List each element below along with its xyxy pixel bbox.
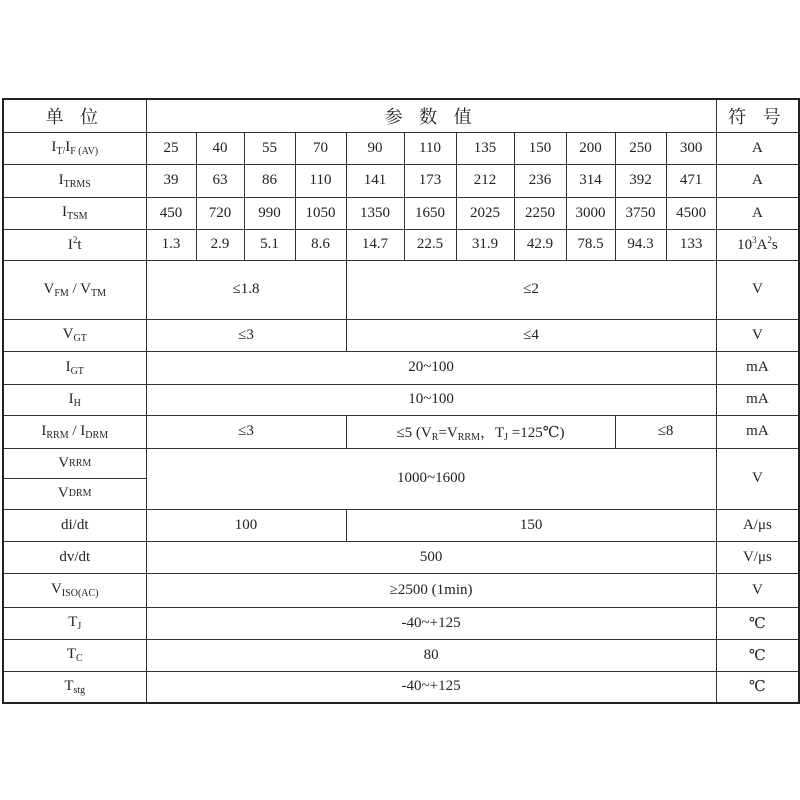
text-segment: I: [67, 237, 73, 253]
table-row: [3, 319, 799, 351]
unit-symbol: [716, 509, 799, 541]
parameter-label: [3, 164, 146, 197]
text-segment: t: [77, 237, 82, 253]
value-cell: 100: [146, 509, 346, 541]
text-segment: TSM: [66, 211, 88, 222]
value-cell: 70: [295, 132, 346, 164]
text-segment: V: [43, 280, 55, 297]
value-cell: ≤4: [346, 319, 716, 351]
table-row: [3, 509, 799, 541]
text-segment: V: [57, 485, 69, 502]
text-segment: ℃: [749, 679, 766, 696]
parameter-label: [3, 607, 146, 639]
text-segment: V: [62, 326, 74, 342]
text-segment: di/dt: [60, 516, 89, 533]
value-cell: 90: [346, 132, 404, 164]
text-segment: F (AV): [70, 146, 99, 157]
value-cell: 150: [514, 132, 566, 164]
unit-symbol: [716, 132, 799, 164]
text-segment: / I: [68, 422, 86, 439]
text-segment: 2: [767, 235, 772, 245]
parameter-label: [3, 448, 146, 509]
text-segment: V: [751, 470, 763, 486]
text-segment: RRM: [46, 429, 69, 441]
value-cell: 25: [146, 132, 196, 164]
value-cell: 173: [404, 164, 456, 197]
text-segment: V: [751, 326, 763, 343]
value-cell: 250: [615, 132, 666, 164]
parameter-label-line: [4, 479, 146, 509]
value-cell: 450: [146, 197, 196, 229]
text-segment: A: [756, 237, 768, 253]
table-row: [3, 351, 799, 384]
table-row: [3, 671, 799, 703]
text-segment: T: [64, 677, 74, 694]
value-cell: -40~+125: [146, 607, 716, 639]
text-segment: RRM: [69, 457, 92, 469]
header-row: [3, 99, 799, 132]
text-segment: GT: [73, 333, 87, 344]
value-cell: 300: [666, 132, 716, 164]
value-cell: 314: [566, 164, 615, 197]
value-cell: ≤8: [615, 415, 716, 448]
value-cell: 2025: [456, 197, 514, 229]
value-cell: ≤3: [146, 415, 346, 448]
parameter-label: [3, 132, 146, 164]
value-cell: 20~100: [146, 351, 716, 384]
parameter-label-line: [4, 449, 146, 480]
value-cell: 55: [244, 132, 295, 164]
unit-symbol: [716, 415, 799, 448]
unit-symbol: [716, 351, 799, 384]
text-segment: mA: [746, 391, 769, 407]
table-row: [3, 541, 799, 573]
value-cell: 110: [295, 164, 346, 197]
text-segment: I: [51, 139, 57, 155]
parameter-label: [3, 351, 146, 384]
text-segment: ，T: [479, 424, 505, 441]
value-cell: 1650: [404, 197, 456, 229]
text-segment: A: [751, 139, 763, 156]
text-segment: I: [41, 422, 47, 439]
value-cell: 8.6: [295, 229, 346, 260]
header-unit: 单 位: [3, 99, 146, 132]
header-symbol: 符 号: [716, 99, 799, 132]
text-segment: I: [58, 171, 64, 188]
unit-symbol: [716, 260, 799, 319]
value-cell: ≤3: [146, 319, 346, 351]
text-segment: V: [50, 581, 62, 597]
parameter-label: [3, 415, 146, 448]
value-cell: 133: [666, 229, 716, 260]
text-segment: A: [751, 204, 763, 221]
value-cell: [346, 415, 615, 448]
parameter-label: [3, 639, 146, 671]
text-segment: T/: [56, 146, 66, 157]
text-segment: V: [58, 454, 70, 471]
text-segment: V/μs: [742, 548, 772, 565]
text-segment: 3: [752, 235, 757, 245]
unit-symbol: [716, 607, 799, 639]
unit-symbol: [716, 164, 799, 197]
unit-symbol: [716, 448, 799, 509]
text-segment: DRM: [68, 488, 92, 500]
value-cell: 40: [196, 132, 244, 164]
text-segment: =125℃): [508, 424, 565, 441]
table-row: [3, 384, 799, 415]
text-segment: ℃: [749, 615, 766, 632]
value-cell: 150: [346, 509, 716, 541]
text-segment: =V: [438, 424, 458, 441]
value-cell: 212: [456, 164, 514, 197]
text-segment: RRM: [457, 431, 480, 443]
unit-symbol: [716, 541, 799, 573]
value-cell: 3000: [566, 197, 615, 229]
parameter-label: [3, 509, 146, 541]
value-cell: ≤1.8: [146, 260, 346, 319]
value-cell: 1000~1600: [146, 448, 716, 509]
table-row: [3, 448, 799, 509]
table-row: [3, 639, 799, 671]
value-cell: 39: [146, 164, 196, 197]
text-segment: I: [65, 358, 71, 375]
value-cell: 236: [514, 164, 566, 197]
text-segment: ≤5 (V: [396, 424, 432, 441]
text-segment: 10: [737, 237, 753, 253]
value-cell: 990: [244, 197, 295, 229]
table-row: [3, 573, 799, 607]
value-cell: 10~100: [146, 384, 716, 415]
unit-symbol: [716, 384, 799, 415]
text-segment: J: [77, 621, 82, 632]
value-cell: 200: [566, 132, 615, 164]
value-cell: ≥2500 (1min): [146, 573, 716, 607]
value-cell: 1350: [346, 197, 404, 229]
value-cell: 471: [666, 164, 716, 197]
parameter-label: [3, 671, 146, 703]
text-segment: I: [65, 139, 71, 155]
header-values: 参 数 值: [146, 99, 716, 132]
value-cell: 110: [404, 132, 456, 164]
unit-symbol: [716, 671, 799, 703]
value-cell: 135: [456, 132, 514, 164]
table-row: [3, 197, 799, 229]
text-segment: ISO(AC): [61, 588, 99, 599]
text-segment: s: [771, 237, 778, 253]
value-cell: 1.3: [146, 229, 196, 260]
text-segment: V: [751, 581, 763, 598]
unit-symbol: [716, 319, 799, 351]
spec-table: [2, 98, 800, 704]
text-segment: mA: [746, 359, 769, 375]
text-segment: DRM: [85, 429, 109, 441]
value-cell: 86: [244, 164, 295, 197]
text-segment: ℃: [749, 647, 766, 664]
value-cell: 500: [146, 541, 716, 573]
value-cell: 720: [196, 197, 244, 229]
parameter-label: [3, 229, 146, 260]
value-cell: 2250: [514, 197, 566, 229]
text-segment: dv/dt: [59, 548, 91, 565]
table-row: [3, 260, 799, 319]
table-row: [3, 415, 799, 448]
text-segment: H: [73, 397, 81, 409]
text-segment: A/μs: [742, 516, 772, 533]
text-segment: C: [76, 653, 83, 664]
text-segment: T: [66, 646, 76, 662]
value-cell: 63: [196, 164, 244, 197]
parameter-label: [3, 319, 146, 351]
value-cell: ≤2: [346, 260, 716, 319]
unit-symbol: [716, 639, 799, 671]
text-segment: FM: [54, 287, 69, 299]
text-segment: J: [504, 431, 509, 443]
value-cell: 78.5: [566, 229, 615, 260]
text-segment: 2: [72, 235, 78, 245]
text-segment: TRMS: [63, 178, 91, 190]
value-cell: 141: [346, 164, 404, 197]
value-cell: 1050: [295, 197, 346, 229]
value-cell: 14.7: [346, 229, 404, 260]
unit-symbol: [716, 197, 799, 229]
parameter-label: [3, 260, 146, 319]
text-segment: T: [68, 614, 78, 630]
text-segment: I: [68, 390, 74, 407]
text-segment: I: [61, 204, 67, 220]
table-row: [3, 607, 799, 639]
value-cell: 80: [146, 639, 716, 671]
text-segment: stg: [73, 684, 86, 696]
unit-symbol: [716, 573, 799, 607]
value-cell: 4500: [666, 197, 716, 229]
table-row: [3, 229, 799, 260]
unit-symbol: [716, 229, 799, 260]
table-row: [3, 164, 799, 197]
value-cell: 31.9: [456, 229, 514, 260]
text-segment: / V: [68, 280, 92, 297]
parameter-label: [3, 197, 146, 229]
value-cell: 3750: [615, 197, 666, 229]
text-segment: GT: [70, 365, 84, 377]
text-segment: A: [751, 172, 763, 188]
value-cell: 42.9: [514, 229, 566, 260]
parameter-label: [3, 573, 146, 607]
value-cell: 392: [615, 164, 666, 197]
value-cell: 5.1: [244, 229, 295, 260]
value-cell: 94.3: [615, 229, 666, 260]
text-segment: R: [431, 431, 439, 443]
value-cell: 22.5: [404, 229, 456, 260]
text-segment: mA: [746, 423, 769, 439]
parameter-label: [3, 384, 146, 415]
text-segment: TM: [91, 287, 107, 299]
table-row: [3, 132, 799, 164]
value-cell: -40~+125: [146, 671, 716, 703]
parameter-label: [3, 541, 146, 573]
text-segment: V: [751, 281, 763, 297]
value-cell: 2.9: [196, 229, 244, 260]
